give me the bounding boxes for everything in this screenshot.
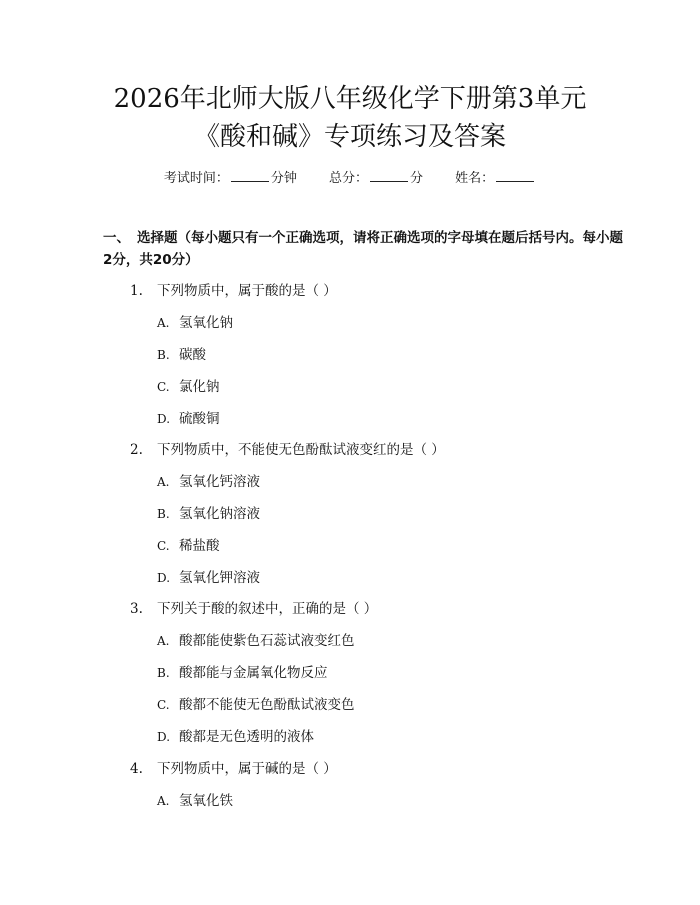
exam-time-blank bbox=[231, 169, 269, 182]
option-text: 氢氧化钙溶液 bbox=[179, 474, 260, 490]
q2-option-d bbox=[157, 569, 260, 587]
option-text: 稀盐酸 bbox=[179, 538, 220, 554]
question-number: 1. bbox=[130, 283, 143, 299]
option-letter: C. bbox=[157, 380, 170, 394]
q1-option-a bbox=[157, 314, 233, 332]
total-score-blank bbox=[370, 169, 408, 182]
question-number: 2. bbox=[130, 442, 143, 458]
student-name-blank bbox=[496, 169, 534, 182]
section-heading-choice bbox=[103, 227, 623, 271]
total-score-label: 总分： bbox=[328, 171, 368, 186]
q1-option-c bbox=[157, 378, 220, 396]
q2-option-a bbox=[157, 473, 260, 491]
question-text: 下列物质中，不能使无色酚酞试液变红的是（ ） bbox=[157, 442, 445, 458]
option-letter: D. bbox=[157, 730, 171, 744]
option-text: 硫酸铜 bbox=[179, 411, 220, 427]
option-letter: C. bbox=[157, 539, 170, 553]
total-score-field bbox=[329, 169, 423, 188]
exam-info-line bbox=[0, 169, 700, 188]
exam-time-unit: 分钟 bbox=[270, 171, 297, 186]
document-title-line1: 2026年北师大版八年级化学下册第3单元 bbox=[113, 84, 587, 114]
option-letter: A. bbox=[157, 634, 170, 648]
student-name-field bbox=[455, 169, 536, 188]
q3-option-b bbox=[157, 664, 328, 682]
question-2 bbox=[130, 441, 445, 459]
question-text: 下列物质中，属于酸的是（ ） bbox=[157, 283, 337, 299]
student-name-label: 姓名： bbox=[455, 171, 495, 186]
q1-option-b bbox=[157, 346, 206, 364]
q1-option-d bbox=[157, 410, 220, 428]
question-text: 下列关于酸的叙述中，正确的是（ ） bbox=[157, 601, 378, 617]
option-text: 酸都能与金属氧化物反应 bbox=[179, 665, 328, 681]
option-letter: B. bbox=[157, 666, 170, 680]
option-letter: A. bbox=[157, 475, 170, 489]
section-title: 选择题（每小题只有一个正确选项，请将正确选项的字母填在题后括号内。每小题2分，共20分） bbox=[103, 230, 623, 268]
question-number: 4. bbox=[130, 761, 143, 777]
option-letter: A. bbox=[157, 316, 170, 330]
question-1 bbox=[130, 282, 337, 300]
option-letter: D. bbox=[157, 412, 171, 426]
q2-option-c bbox=[157, 537, 220, 555]
q3-option-a bbox=[157, 632, 355, 650]
section-number: 一、 bbox=[103, 230, 130, 246]
option-text: 氢氧化钠溶液 bbox=[179, 506, 260, 522]
total-score-unit: 分 bbox=[410, 171, 424, 186]
q4-option-a bbox=[157, 792, 233, 810]
question-4 bbox=[130, 760, 337, 778]
document-title-line2: 《酸和碱》专项练习及答案 bbox=[193, 122, 506, 152]
question-3 bbox=[130, 600, 377, 618]
option-text: 氢氧化钾溶液 bbox=[179, 570, 260, 586]
exam-time-label: 考试时间： bbox=[163, 171, 229, 186]
question-number: 3. bbox=[130, 601, 143, 617]
option-text: 酸都不能使无色酚酞试液变色 bbox=[179, 697, 355, 713]
q3-option-d bbox=[157, 728, 314, 746]
q3-option-c bbox=[157, 696, 355, 714]
option-letter: A. bbox=[157, 794, 170, 808]
option-text: 酸都能使紫色石蕊试液变红色 bbox=[179, 633, 355, 649]
exam-time-field bbox=[164, 169, 297, 188]
option-text: 酸都是无色透明的液体 bbox=[179, 729, 314, 745]
q2-option-b bbox=[157, 505, 260, 523]
option-text: 氢氧化钠 bbox=[179, 315, 233, 331]
option-letter: C. bbox=[157, 698, 170, 712]
option-letter: B. bbox=[157, 348, 170, 362]
option-letter: D. bbox=[157, 571, 171, 585]
option-text: 氯化钠 bbox=[179, 379, 220, 395]
option-letter: B. bbox=[157, 507, 170, 521]
question-text: 下列物质中，属于碱的是（ ） bbox=[157, 761, 337, 777]
option-text: 氢氧化铁 bbox=[179, 793, 233, 809]
option-text: 碳酸 bbox=[179, 347, 206, 363]
